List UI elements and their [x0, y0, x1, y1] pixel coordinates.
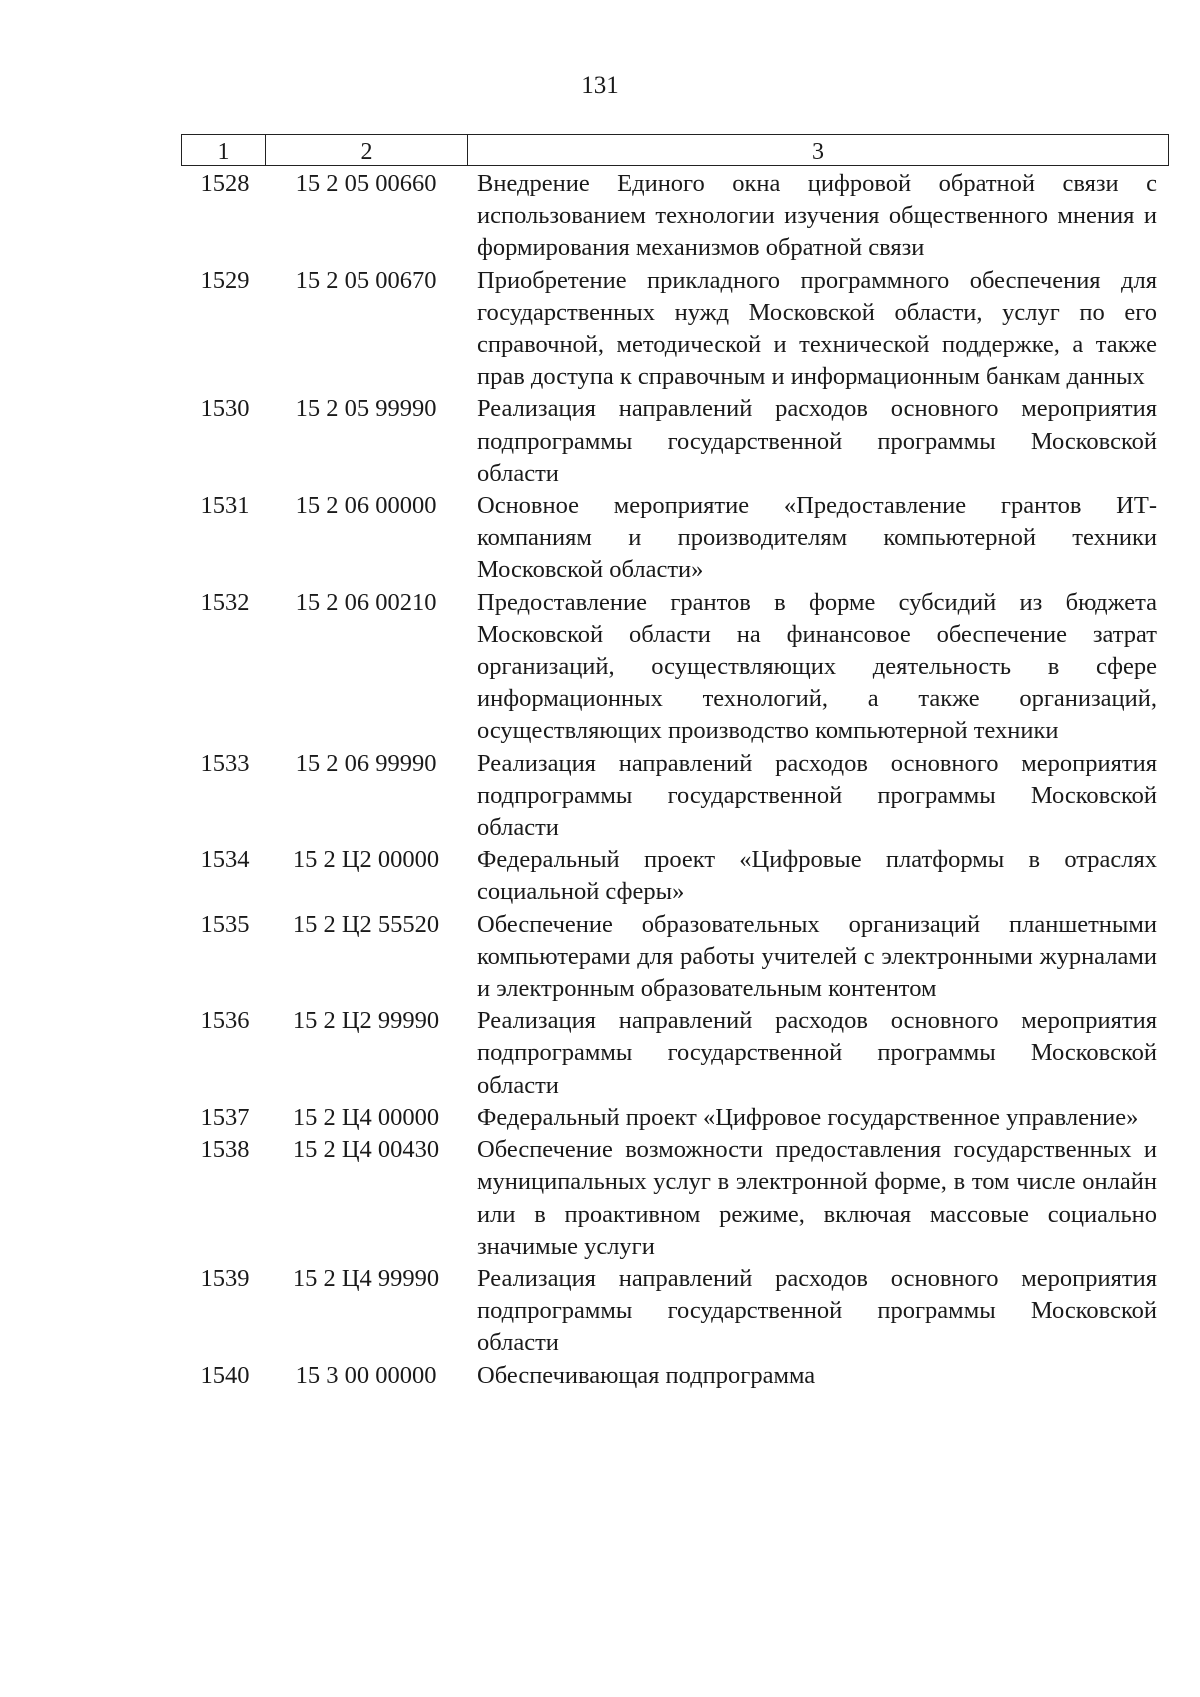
header-col-1: 1 — [182, 135, 266, 165]
table-body — [181, 168, 1169, 1392]
row-code: 15 2 05 00660 — [295, 170, 437, 197]
row-code: 15 2 06 99990 — [295, 749, 437, 777]
row-code: 15 3 00 00000 — [295, 1361, 437, 1389]
row-code: 15 2 05 99990 — [295, 395, 437, 423]
table-row — [181, 490, 1169, 587]
row-name: Обеспечение образовательных организаций планшетными компьютерами для работы учителей с электронными журналами и электронным образовательным контентом — [477, 910, 1157, 1003]
row-name: Реализация направлений расходов основного мероприятия подпрограммы государственной программы Московской области — [477, 1264, 1157, 1357]
table-row — [181, 1263, 1169, 1360]
budget-classification-table — [181, 134, 1169, 1392]
header-col-3: 3 — [812, 139, 824, 165]
row-code: 15 2 Ц2 00000 — [292, 846, 440, 874]
table-row — [181, 265, 1169, 394]
row-number: 1533 — [200, 749, 250, 777]
row-code: 15 2 Ц2 55520 — [292, 910, 440, 938]
row-number: 1539 — [200, 1264, 250, 1292]
header-col-2: 2 — [266, 135, 468, 165]
table-row — [181, 1134, 1169, 1263]
row-number: 1530 — [200, 395, 250, 423]
row-number: 1536 — [200, 1007, 250, 1035]
row-code: 15 2 Ц2 99990 — [292, 1007, 440, 1035]
table-row — [181, 1360, 1169, 1392]
row-number: 1532 — [200, 588, 250, 616]
row-number: 1537 — [200, 1103, 250, 1131]
row-name: Обеспечивающая подпрограмма — [477, 1361, 816, 1389]
row-name: Реализация направлений расходов основного мероприятия подпрограммы государственной программы Московской области — [477, 749, 1157, 842]
table-row — [181, 393, 1169, 490]
row-name: Федеральный проект «Цифровые платформы в отраслях социальной сферы» — [477, 846, 1157, 906]
row-number: 1540 — [200, 1361, 250, 1389]
row-name: Предоставление грантов в форме субсидий из бюджета Московской области на финансовое обеспечение затрат организаций, осуществляющих деятельность в сфере информационных технологий, а также организаций, осуществляющих производство компьютерной техники — [477, 588, 1157, 745]
page-number: 131 — [581, 72, 619, 99]
table-row — [181, 587, 1169, 748]
row-number: 1534 — [200, 846, 250, 874]
table-row — [181, 909, 1169, 1006]
row-name: Внедрение Единого окна цифровой обратной связи с использованием технологии изучения общественного мнения и формирования механизмов обратной связи — [477, 170, 1157, 262]
table-row — [181, 748, 1169, 845]
table-row — [181, 1102, 1169, 1134]
table-row — [181, 168, 1169, 265]
row-number: 1529 — [200, 266, 250, 294]
table-row — [181, 844, 1169, 908]
row-code: 15 2 05 00670 — [295, 266, 437, 294]
row-name: Приобретение прикладного программного обеспечения для государственных нужд Московской области, услуг по его справочной, методической и технической поддержке, а также прав доступа к справочным и информационным банкам данных — [477, 266, 1157, 391]
row-code: 15 2 06 00210 — [295, 588, 437, 616]
row-code: 15 2 Ц4 99990 — [292, 1264, 440, 1292]
row-code: 15 2 Ц4 00000 — [292, 1103, 440, 1131]
row-name: Обеспечение возможности предоставления государственных и муниципальных услуг в электронной форме, в том числе онлайн или в проактивном режиме, включая массовые социально значимые услуги — [477, 1136, 1157, 1260]
table-row — [181, 1005, 1169, 1102]
row-number: 1528 — [200, 170, 250, 197]
table-header — [181, 134, 1169, 166]
row-name: Реализация направлений расходов основного мероприятия подпрограммы государственной программы Московской области — [477, 1007, 1157, 1099]
row-code: 15 2 06 00000 — [295, 492, 437, 520]
row-number: 1531 — [200, 492, 250, 520]
row-name: Основное мероприятие «Предоставление грантов ИТ-компаниям и производителям компьютерной техники Московской области» — [477, 492, 1157, 584]
row-name: Федеральный проект «Цифровое государственное управление» — [477, 1103, 1139, 1131]
row-code: 15 2 Ц4 00430 — [292, 1136, 440, 1164]
row-number: 1538 — [200, 1136, 250, 1164]
row-number: 1535 — [200, 910, 250, 938]
row-name: Реализация направлений расходов основного мероприятия подпрограммы государственной программы Московской области — [477, 395, 1157, 487]
